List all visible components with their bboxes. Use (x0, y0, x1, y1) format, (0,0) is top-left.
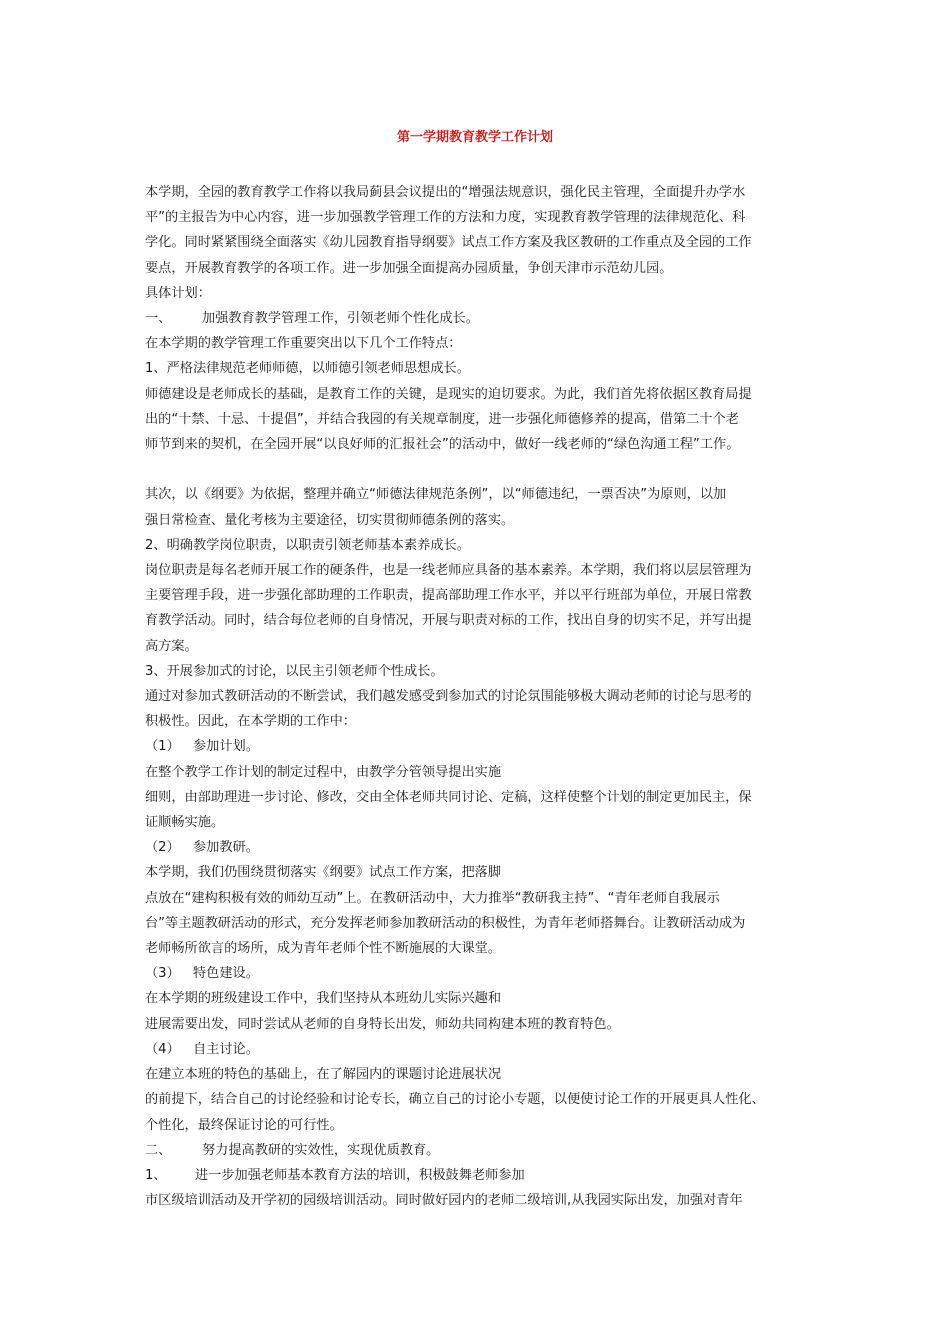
list-item-heading (145, 1163, 820, 1188)
item-number: （3） (145, 966, 180, 982)
section-text: 加强教育教学管理工作，引领老师个性化成长。 (202, 311, 479, 327)
list-item-heading (145, 835, 820, 860)
list-item-heading (145, 1037, 820, 1062)
paragraph-line: 市区级培训活动及开学初的园级培训活动。同时做好园内的老师二级培训,从我园实际出发，加强对青年 (145, 1193, 743, 1209)
paragraph-line: 强日常检查、量化考核为主要途径，切实贯彻师德条例的落实。 (145, 512, 515, 528)
document-title: 第一学期教育教学工作计划 (396, 130, 553, 145)
subheading-line: 2、明确教学岗位职责，以职责引领老师基本素养成长。 (145, 537, 470, 553)
paragraph-line: 证顺畅实施。 (145, 815, 225, 831)
item-number: （1） (145, 739, 180, 755)
item-text: 进一步加强老师基本教育方法的培训，积极鼓舞老师参加 (195, 1167, 525, 1183)
paragraph-line: 在本学期的班级建设工作中，我们坚持从本班幼儿实际兴趣和 (145, 991, 502, 1007)
section-text: 努力提高教研的实效性，实现优质教育。 (202, 1142, 440, 1158)
paragraph-line: 其次，以《纲要》为依据，整理并确立“师德法律规范条例”，以“师德违纪，一票否决”为原则，以加 (145, 487, 727, 503)
item-number: （4） (145, 1041, 180, 1057)
paragraph-line: 的前提下，结合自己的讨论经验和讨论专长，确立自己的讨论小专题，以便使讨论工作的开展更具人性化、 (145, 1092, 765, 1108)
paragraph-line: 具体计划： (145, 285, 211, 301)
section-heading (145, 306, 820, 331)
section-number: 一、 (145, 311, 172, 327)
section-number: 二、 (145, 1142, 172, 1158)
paragraph-line: 点放在“建构积极有效的师幼互动”上。在教研活动中，大力推举“教研我主持”、“青年老师自我展示 (145, 890, 720, 906)
item-text: 参加教研。 (193, 840, 259, 856)
paragraph-line: 要点，开展教育教学的各项工作。进一步加强全面提高办园质量，争创天津市示范幼儿园。 (145, 260, 673, 276)
item-number: 1、 (145, 1167, 167, 1183)
paragraph-line: 通过对参加式教研活动的不断尝试，我们越发感受到参加式的讨论氛围能够极大调动老师的讨论与思考的 (145, 689, 752, 705)
paragraph-line: 岗位职责是每名老师开展工作的硬条件，也是一线老师应具备的基本素养。本学期，我们将以层层管理为 (145, 563, 752, 579)
paragraph-line: 主要管理手段，进一步强化部助理的工作职责，提高部助理工作水平，并以平行班部为单位，开展日常教 (145, 588, 752, 604)
item-number: （2） (145, 840, 180, 856)
paragraph-line: 个性化，最终保证讨论的可行性。 (145, 1117, 343, 1133)
item-text: 参加计划。 (193, 739, 259, 755)
subheading-line: 3、开展参加式的讨论，以民主引领老师个性成长。 (145, 663, 444, 679)
document-body (145, 180, 820, 1213)
paragraph-line: 平”的主报告为中心内容，进一步加强教学管理工作的方法和力度，实现教育教学管理的法律规范化、科 (145, 210, 746, 226)
paragraph-line: 育教学活动。同时，结合每位老师的自身情况，开展与职责对标的工作，找出自身的切实不足，并写出提 (145, 613, 752, 629)
paragraph-line: 进展需要出发，同时尝试从老师的自身特长出发，师幼共同构建本班的教育特色。 (145, 1016, 620, 1032)
blank-line (145, 457, 820, 482)
paragraph-line: 积极性。因此，在本学期的工作中： (145, 714, 356, 730)
item-text: 特色建设。 (193, 966, 259, 982)
paragraph-line: 师德建设是老师成长的基础，是教育工作的关键，是现实的迫切要求。为此，我们首先将依据区教育局提 (145, 386, 752, 402)
list-item-heading (145, 961, 820, 986)
paragraph-line: 台”等主题教研活动的形式，充分发挥老师参加教研活动的积极性，为青年老师搭舞台。让教研活动成为 (145, 915, 746, 931)
paragraph-line: 本学期，全园的教育教学工作将以我局蓟县会议提出的“增强法规意识，强化民主管理，全面提升办学水 (145, 185, 746, 200)
section-heading (145, 1138, 820, 1163)
paragraph-line: 高方案。 (145, 638, 198, 654)
paragraph-line: 学化。同时紧紧围绕全面落实《幼儿园教育指导纲要》试点工作方案及我区教研的工作重点及全园的工作 (145, 235, 752, 251)
paragraph-line: 老师畅所欲言的场所，成为青年老师个性不断施展的大课堂。 (145, 941, 502, 957)
paragraph-line: 师节到来的契机，在全园开展“以良好师的汇报社会”的活动中，做好一线老师的“绿色沟通工程”工作。 (145, 437, 740, 453)
list-item-heading (145, 734, 820, 759)
subheading-line: 1、严格法律规范老师师德，以师德引领老师思想成长。 (145, 361, 470, 377)
paragraph-line: 在建立本班的特色的基础上，在了解园内的课题讨论进展状况 (145, 1067, 502, 1083)
paragraph-line: 本学期，我们仍围绕贯彻落实《纲要》试点工作方案，把落脚 (145, 865, 502, 881)
paragraph-line: 在本学期的教学管理工作重要突出以下几个工作特点： (145, 336, 462, 352)
paragraph-line: 出的“十禁、十忌、十提倡”，并结合我园的有关规章制度，进一步强化师德修养的提高，借第二十个老 (145, 411, 739, 427)
paragraph-line: 在整个教学工作计划的制定过程中，由教学分管领导提出实施 (145, 764, 502, 780)
paragraph-line: 细则，由部助理进一步讨论、修改，交由全体老师共同讨论、定稿，这样使整个计划的制定更加民主，保 (145, 789, 752, 805)
item-text: 自主讨论。 (193, 1041, 259, 1057)
